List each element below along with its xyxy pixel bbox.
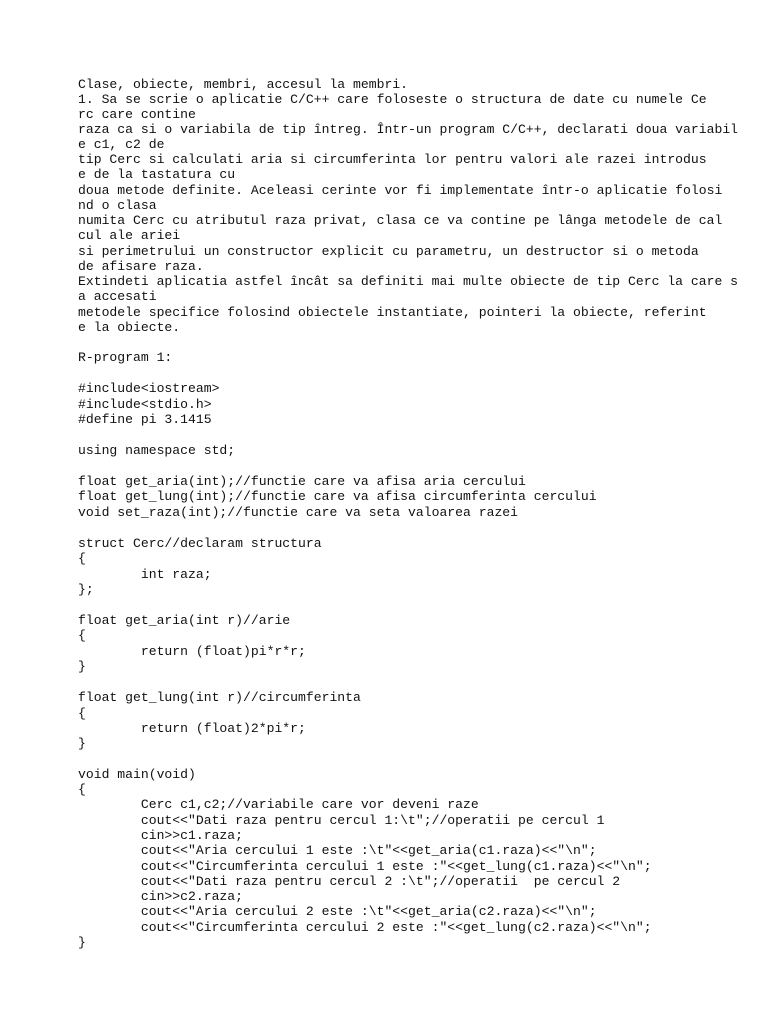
code-line: cout<<"Circumferinta cercului 2 este :"<<get_lung(c2.raza)<<"\n"; [78, 920, 652, 935]
code-line: using namespace std; [78, 443, 236, 458]
code-line: cout<<"Dati raza pentru cercul 1:\t";//operatii pe cercul 1 [78, 813, 605, 828]
program-label: R-program 1: [78, 350, 173, 365]
code-line: } [78, 935, 86, 950]
code-line: float get_aria(int r)//arie [78, 613, 291, 628]
heading-line: Clase, obiecte, membri, accesul la membri. [78, 77, 409, 92]
code-line: cout<<"Dati raza pentru cercul 2 :\t";//operatii pe cercul 2 [78, 874, 621, 889]
code-line: cin>>c1.raza; [78, 828, 244, 843]
task-line: rc care contine [78, 107, 196, 122]
code-line: return (float)2*pi*r; [78, 721, 306, 736]
task-line: de afisare raza. [78, 259, 204, 274]
code-line: cin>>c2.raza; [78, 889, 244, 904]
code-line: { [78, 628, 86, 643]
code-line: cout<<"Circumferinta cercului 1 este :"<<get_lung(c1.raza)<<"\n"; [78, 859, 652, 874]
task-line: 1. Sa se scrie o aplicatie C/C++ care foloseste o structura de date cu numele Ce [78, 92, 707, 107]
code-line: cout<<"Aria cercului 1 este :\t"<<get_aria(c1.raza)<<"\n"; [78, 843, 597, 858]
task-line: e la obiecte. [78, 320, 181, 335]
task-line: a accesati [78, 289, 157, 304]
code-line: float get_lung(int);//functie care va afisa circumferinta cercului [78, 489, 597, 504]
code-line: int raza; [78, 567, 212, 582]
task-line: doua metode definite. Aceleasi cerinte vor fi implementate într-o aplicatie folosi [78, 183, 723, 198]
code-line: } [78, 736, 86, 751]
task-line: raza ca si o variabila de tip întreg. Într-un program C/C++, declarati doua variabil [78, 122, 739, 137]
code-line: void main(void) [78, 767, 196, 782]
code-line: void set_raza(int);//functie care va seta valoarea razei [78, 505, 519, 520]
task-line: nd o clasa [78, 198, 157, 213]
code-line: float get_lung(int r)//circumferinta [78, 690, 361, 705]
code-line: float get_aria(int);//functie care va afisa aria cercului [78, 474, 526, 489]
task-line: si perimetrului un constructor explicit cu parametru, un destructor si o metoda [78, 244, 699, 259]
code-line: { [78, 706, 86, 721]
task-line: cul ale ariei [78, 228, 181, 243]
task-line: tip Cerc si calculati aria si circumferinta lor pentru valori ale razei introdus [78, 152, 707, 167]
task-line: e de la tastatura cu [78, 167, 236, 182]
code-line: #include<stdio.h> [78, 397, 212, 412]
task-line: metodele specifice folosind obiectele instantiate, pointeri la obiecte, referint [78, 305, 707, 320]
code-line: #define pi 3.1415 [78, 412, 212, 427]
task-line: e c1, c2 de [78, 137, 165, 152]
task-line: numita Cerc cu atributul raza privat, clasa ce va contine pe lânga metodele de cal [78, 213, 723, 228]
code-line: return (float)pi*r*r; [78, 644, 306, 659]
code-line: { [78, 551, 86, 566]
code-line: } [78, 659, 86, 674]
code-line: cout<<"Aria cercului 2 este :\t"<<get_aria(c2.raza)<<"\n"; [78, 904, 597, 919]
code-line: }; [78, 582, 94, 597]
code-line: struct Cerc//declaram structura [78, 536, 322, 551]
task-line: Extindeti aplicatia astfel încât sa definiti mai multe obiecte de tip Cerc la care s [78, 274, 739, 289]
code-line: #include<iostream> [78, 381, 220, 396]
code-line: { [78, 782, 86, 797]
code-line: Cerc c1,c2;//variabile care vor deveni raze [78, 797, 479, 812]
